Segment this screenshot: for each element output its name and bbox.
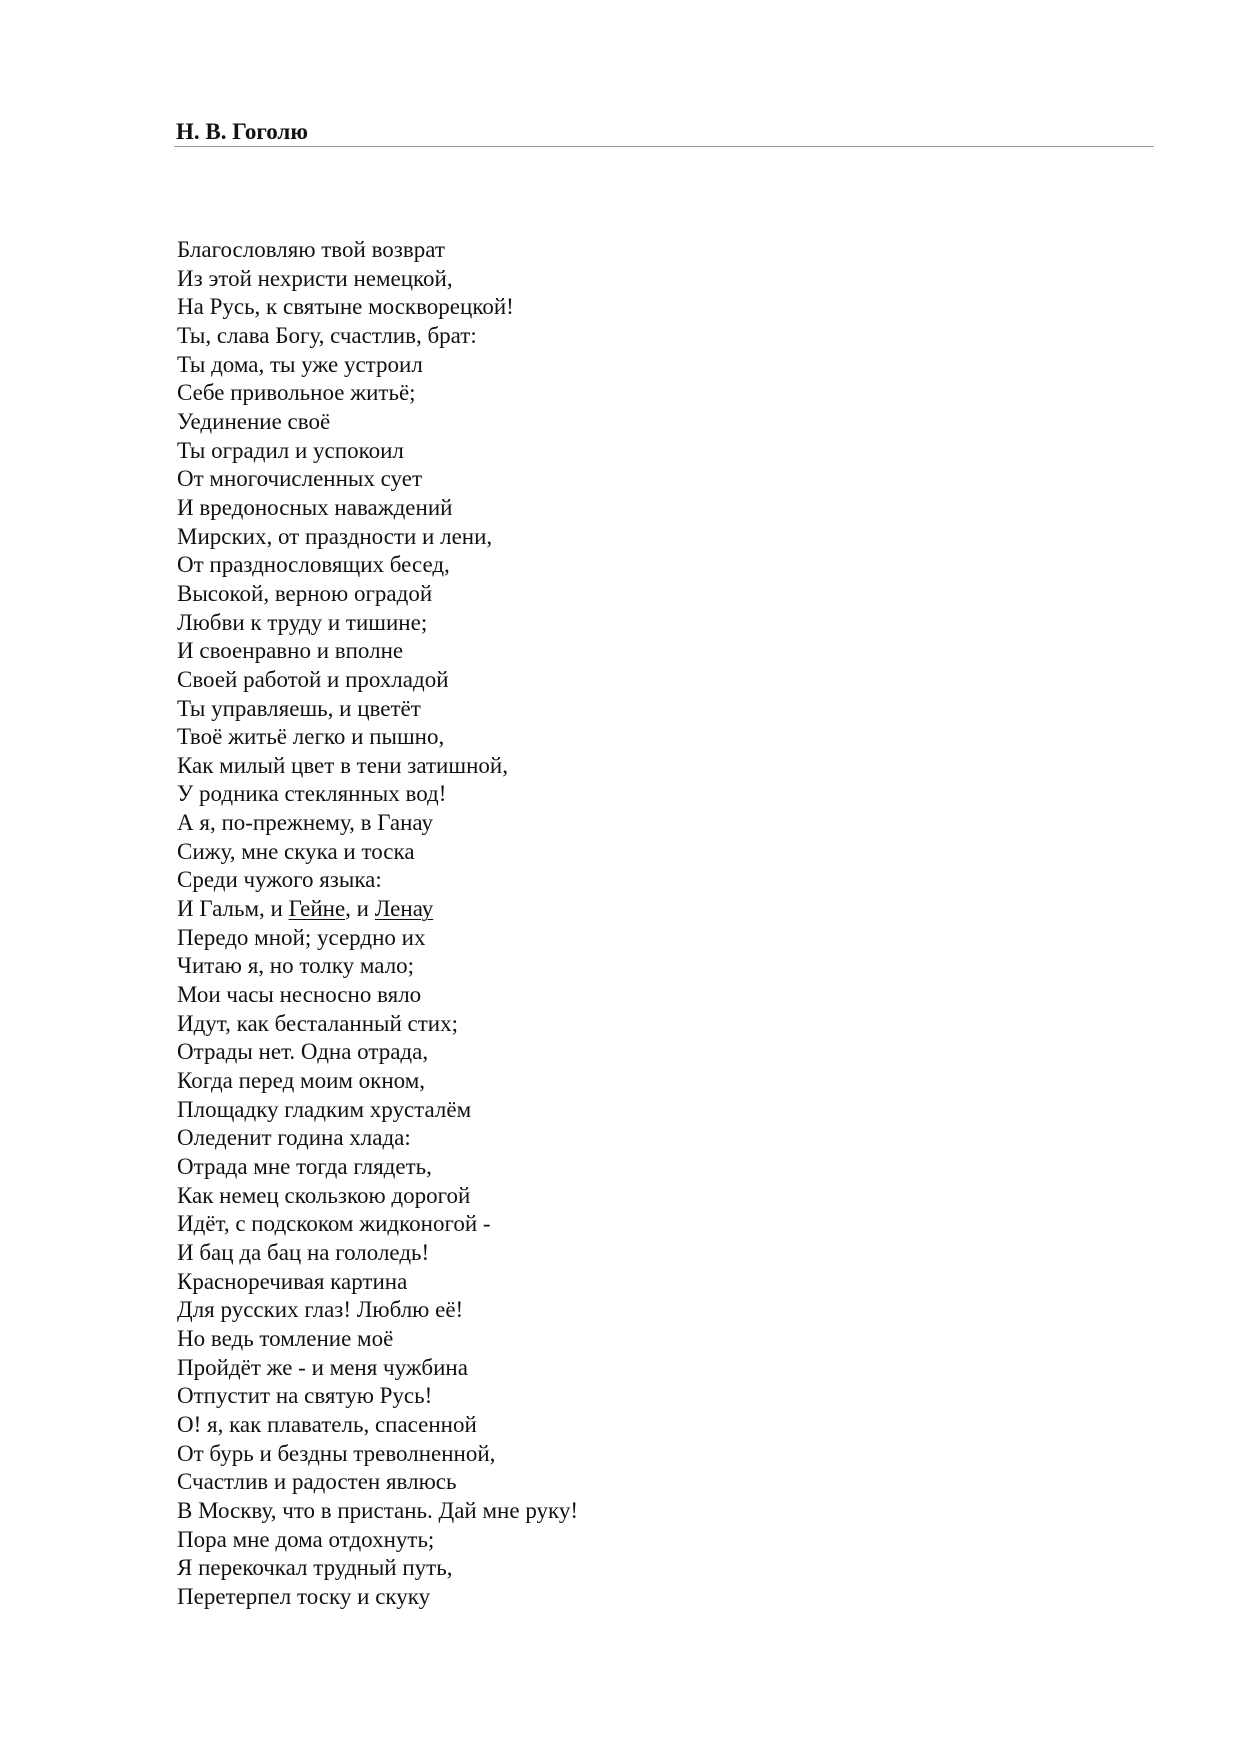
poem-line-segment: И Гальм, и: [177, 896, 289, 922]
poem-line: Счастлив и радостен явлюсь: [177, 1469, 457, 1495]
poem-line: Среди чужого языка:: [177, 867, 382, 893]
poem-line: От бурь и бездны треволненной,: [177, 1440, 496, 1466]
poem-line: Оледенит година хлада:: [177, 1125, 411, 1151]
poem-line: Как милый цвет в тени затишной,: [177, 752, 508, 778]
poem-line: И своенравно и вполне: [177, 638, 404, 664]
poem-line: И бац да бац на гололедь!: [177, 1239, 430, 1265]
poem-line: Идёт, с подскоком жидконогой -: [177, 1211, 491, 1237]
poem-line: Из этой нехристи немецкой,: [177, 265, 453, 291]
poem-line: Высокой, верною оградой: [177, 580, 433, 606]
poem-line: Как немец скользкою дорогой: [177, 1182, 471, 1208]
poem-line: От празднословящих бесед,: [177, 552, 450, 578]
link-lenau[interactable]: Ленау: [374, 896, 434, 922]
link-heine[interactable]: Гейне: [288, 896, 346, 922]
poem-line: Я перекочкал трудный путь,: [177, 1555, 453, 1581]
poem-line: Читаю я, но толку мало;: [177, 953, 415, 979]
poem-line: Себе привольное житьё;: [177, 380, 416, 406]
poem-body: [177, 236, 1117, 1612]
poem-line: Ты оградил и успокоил: [177, 437, 404, 463]
poem-line: Перетерпел тоску и скуку: [177, 1583, 431, 1609]
poem-line: Твоё житьё легко и пышно,: [177, 724, 445, 750]
poem-line: Ты, слава Богу, счастлив, брат:: [177, 322, 477, 348]
poem-line: Пройдёт же - и меня чужбина: [177, 1354, 468, 1380]
poem-line: Идут, как бесталанный стих;: [177, 1010, 458, 1036]
poem-line: Ты дома, ты уже устроил: [177, 351, 423, 377]
page-title: Н. В. Гоголю: [176, 119, 308, 144]
poem-line: Уединение своё: [177, 408, 331, 434]
poem-line: Отрада мне тогда глядеть,: [177, 1154, 432, 1179]
poem-line: Отпустит на святую Русь!: [177, 1383, 433, 1409]
poem-line: Мои часы несносно вяло: [177, 982, 422, 1008]
poem-line: Благословляю твой возврат: [177, 237, 445, 262]
poem-line: О! я, как плаватель, спасенной: [177, 1411, 477, 1437]
poem-line: Но ведь томление моё: [177, 1325, 394, 1351]
poem-line: Пора мне дома отдохнуть;: [177, 1526, 435, 1552]
poem-line: От многочисленных сует: [177, 466, 422, 492]
poem-line: И вредоносных наваждений: [177, 494, 453, 520]
poem-line: Площадку гладким хрусталём: [177, 1096, 472, 1122]
poem-line: Сижу, мне скука и тоска: [177, 838, 415, 864]
poem-line: Передо мной; усердно их: [177, 924, 426, 950]
poem-line: Мирских, от праздности и лени,: [177, 523, 493, 549]
poem-line: Ты управляешь, и цветёт: [177, 695, 421, 721]
poem-line-with-links: [177, 895, 1117, 924]
poem-line: Отрады нет. Одна отрада,: [177, 1039, 429, 1065]
poem-line: Красноречивая картина: [177, 1268, 408, 1294]
poem-line: У родника стеклянных вод!: [177, 781, 447, 807]
poem-line: В Москву, что в пристань. Дай мне руку!: [177, 1497, 579, 1523]
poem-line: Для русских глаз! Люблю её!: [177, 1297, 464, 1323]
poem-line: А я, по-прежнему, в Ганау: [177, 810, 433, 836]
poem-line: Любви к труду и тишине;: [177, 609, 428, 635]
title-divider: [174, 146, 1154, 147]
poem-line: Своей работой и прохладой: [177, 666, 449, 692]
poem-line-segment: , и: [345, 896, 375, 922]
poem-line: На Русь, к святыне москворецкой!: [177, 294, 514, 320]
poem-line: Когда перед моим окном,: [177, 1068, 426, 1094]
